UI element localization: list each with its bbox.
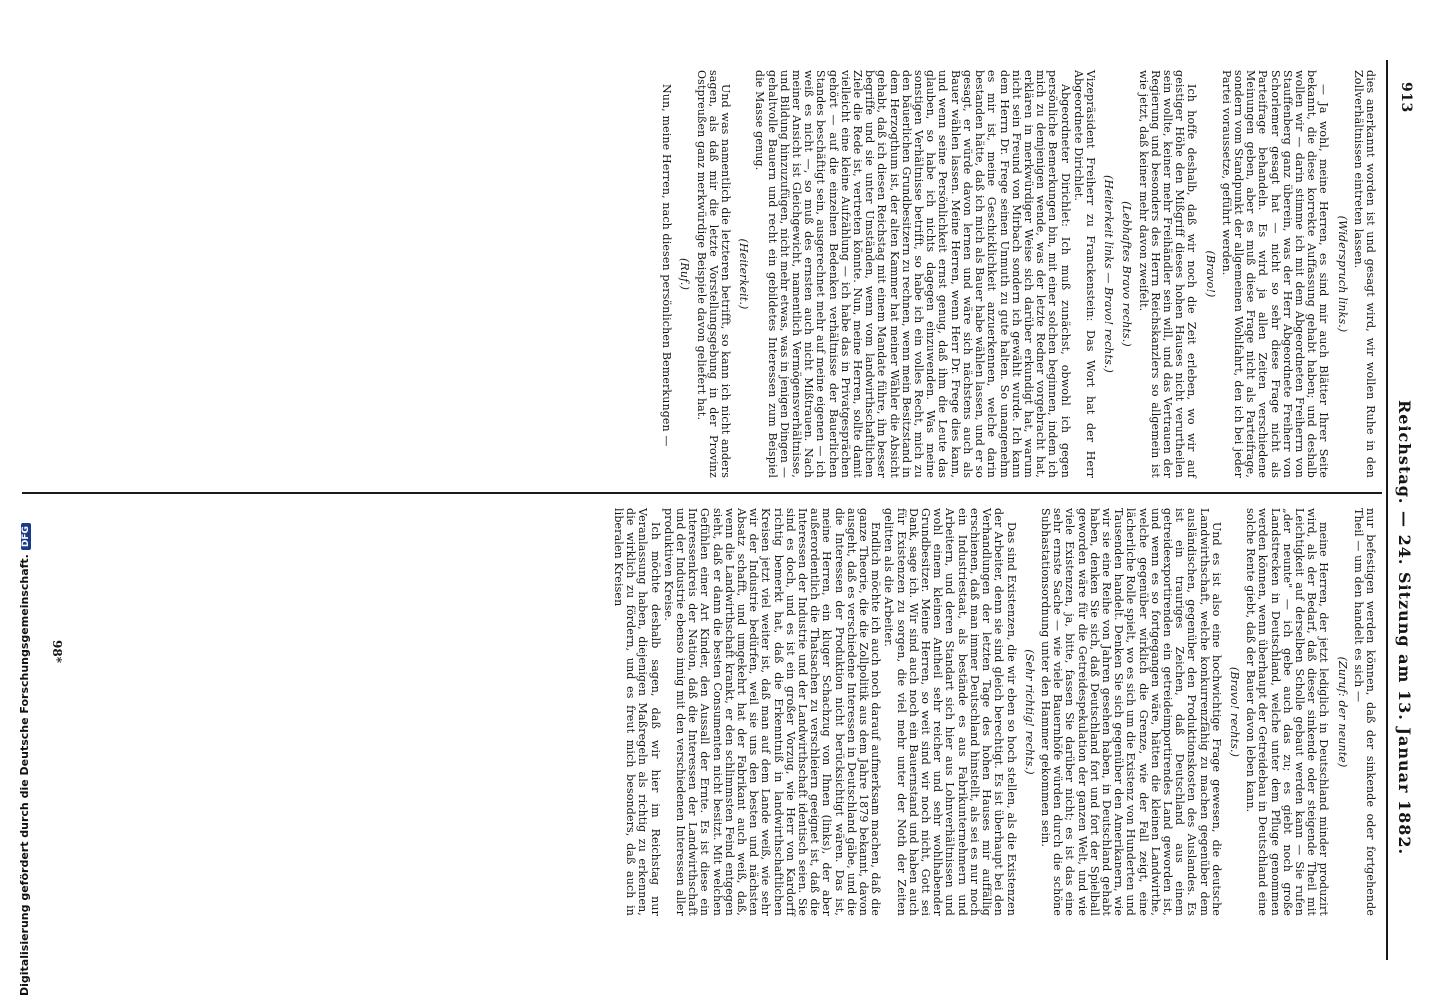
paragraph: Ich möchte deshalb sagen, daß wir hier im Reichstag nur Veranlassung haben, diejenigen Maßregeln als richtig zu erkennen, die wirklich zu fördern, und es freut mich besonders, daß auch in liberalen Kreisen	[612, 508, 662, 916]
credit-text: Digitalisierung gefördert durch die Deutsche Forschungsgemeinschaft.	[18, 554, 31, 996]
right-text-column	[36, 508, 1376, 916]
interjection: (Bravo! rechts.)	[1227, 666, 1241, 758]
left-text-column	[16, 70, 1376, 478]
column-divider	[22, 492, 1382, 494]
interjection: (Bravo!)	[1203, 250, 1217, 298]
interjection: (Widerspruch links.)	[1335, 215, 1349, 333]
interjection: (Ruf.)	[678, 257, 692, 291]
paragraph: meine Herren, der jetzt lediglich in Deutschland minder produzirt wird, als der Bedarf, daß dieser sinkende oder steigende Theil mit Leichtigkeit auf derselben Scholle gebaut werden kann — Sie rufen „der neunte" — ich gebe auch das zu; es giebt noch große Landstrecken in Deutschland, welche unter dem Pfluge genommen werden können, wenn überhaupt der Getreidebau in Deutschland eine solche Rente giebt, daß der Bauer davon leben kann.	[1244, 508, 1331, 916]
credit-line	[18, 523, 31, 996]
paragraph: Nun, meine Herren, nach diesen persönlichen Bemerkungen —	[660, 84, 674, 447]
running-title: Reichstag. — 24. Sitzung am 13. Januar 1882.	[1395, 400, 1414, 856]
paragraph: Abgeordneter Dirichlet: Ich muß zunächst, obwohl ich gegen persönliche Bemerkungen bin, mit einer solchen beginnen, indem ich mich zu demjenigen wende, was der letzte Redner vorgebracht hat, erklären in merkwürdiger Weise sich darüber erkundigt hat, warum nicht sein Freund von Mirbach sondern ich gewählt wurde. Ich kann dem Herrn Dr. Frege seinen Unmuth zu gute halten. So unangenehm es mir ist, meine Geschicklichkeit anzuerkennen, welche darin bestanden hätte, daß ich mich als Bauer habe wählen lassen, und er so gesagt, er würde davon lernen und wäre sich nächstens auch als Bauer wählen lassen. Meine Herren, wenn Herr Dr. Frege dies kann, und wenn seine Persönlichkeit ernst genug, daß ihm die Leute das glauben, so habe ich nichts dagegen einzuwenden. Was meine sonstigen Verhältnisse betrifft, so habe ich ein volles Recht, mich zu den bäuerlichen Grundbesitzern zu rechnen, wenn mein Besitzstand in dem Herzogthum ist, der alten Kammer hat meiner Wähler die Absicht gehabt, daß ich diesen Reichstag mit einem Mandate führe, ihn besser begriffe und sie unter Umständen, wenn vom landwirthschaftlichen Ziele die Rede ist, vertreten könnte. Nun, meine Herren, sollte damit vielleicht eine kleine Aufzählung — ich habe das in Privatgesprächen gehört — auf die einzelnen Bedenken verhältnisse der Bauerlichen Standes beschäftigt sein, ausgerechnet mehr auf meine eigenen — ich weiß es nicht —, so muß des ernsten auch nicht Mißtrauen. Nach meiner Ansicht ist Gleichgewicht, namentlich Vermögensverhältnisse, und Bildung hinzuzufügen, nicht mehr etwas, was in jenigen Dingen — gehaltvolle Bauern und recht ein gebildetes Interessen zum Beispiel die Masse genug.	[753, 70, 1072, 478]
paragraph: Und es ist also eine hochwichtige Frage gewesen, die deutsche Landwirthschaft, welche konkurrenzfähig zu machen gegenüber dem ausländischen, gegenüber den Produktionskosten des Auslandes. Es ist ein trauriges Zeichen, daß Deutschland aus einem getreideexportirenden ein getreideimportirendes Land geworden ist, und wenn es so fortgegangen wäre, hätten die kleinen Landwirthe, welche gegenüber wirklich die Grenze, wie der Fall zeigt, eine lächerliche Rolle spielt, wo es sich um die Existenz von Hunderten und Tausenden handelt. Denken Sie sich gegenüber den Amerikanern, wie wir sie eine Reihe von Jahren gesehen haben, in Deutschland gehabt haben, denken Sie sich, daß Deutschland fort und fort der Spielball geworden wäre für die Getreidespekulation der ganzen Welt, und wie viele Existenzen, ja, bitte, fassen Sie darüber nicht; es ist das eine sehr ernste Sache — wie viele Bauernhöfe würden durch die schöne Subhastationsordnung unter den Hammer gekommen sein.	[1038, 508, 1223, 916]
page-header	[1386, 60, 1424, 960]
paragraph: dies anerkannt worden ist und gesagt wird, wir wollen Ruhe in den Zollverhältnissen eintreten lassen.	[1351, 70, 1377, 478]
paragraph: Vizepräsident Freiherr zu Franckenstein: Das Wort hat der Herr Abgeordnete Dirichlet.	[1071, 70, 1097, 478]
paragraph: Endlich möchte ich auch noch darauf aufmerksam machen, daß die ganze Theorie, die die Zollpolitik aus dem Jahre 1879 bekannt, davon ausgeht, daß es verschiedene Interessen in Deutschland gäbe, und die die Interessen der Produktion nicht berücksichtigt wären. Das ist, meine Herren, ein kluger Schachzug von Ihnen (links), der aber außerordentlich die Thatsachen zu verschleiern geeignet ist, daß die Interessen der Industrie und der Landwirthschaft identisch seien. Sie sind es doch, und es ist ein großer Vorzug, wie Herr von Kardorff richtig bemerkt hat, daß die Erkenntniß in landwirthschaftlichen Kreisen jetzt viel weiter ist, daß man auf dem Lande weiß, wie sehr wir der Industrie bedürfen, weil sie uns den besten und nächsten Absatz schafft, und umgekehrt hat der Fabrikant auch weiß, daß, wenn die Landwirthschaft krankt, er den schlimmsten Feind entgegen sieht, daß er dann die besten Consumenten nicht besitzt. Mit welchen Gefühlen einer Art Kinder, den Aussall der Ernte. Es ist diese ein Interessenkreis der Nation, daß die Interessen der Landwirthschaft und der Industrie ebenso innig mit den verschiedenen Interessen aller produktiven Kreise.	[661, 508, 883, 916]
interjection: (Heiterkeit.)	[737, 238, 751, 310]
paragraph: Das sind Existenzen, die wir eben so hoch stellen, als die Existenzen der Arbeiter, denn sie sind gleich berechtigt. Es ist überhaupt bei den Verhandlungen der letzten Tage des hohen Hauses mir auffällig erschienen, daß man immer Deutschland hinstellt, als sei es nur noch ein Industriestaat, als bestände es aus Fabrikunternehmern und Arbeitern, und deren Standart sich hier aus Lohnverhältnissen und wohl einem kleinen Antheil sehr reicher und sehr wohlhabender Grundbesitzer. Meine Herren, so weit sind wir noch nicht, Gott sei Dank, sage ich. Wir sind auch noch ein Bauernstand und haben auch für Existenzen zu sorgen, die viel mehr unter der Noth der Zeiten gelitten als die Arbeiter.	[882, 508, 1018, 916]
paragraph: Und was namentlich die letzteren betrifft, so kann ich nicht anders sagen, als daß mir die letzte Vorstellungsgebung in der Provinz Ostpreußen ganz merkwürdige Beispiele davon geliefert hat.	[694, 70, 733, 478]
interjection: (Sehr richtig! rechts.)	[1022, 649, 1036, 775]
signature-mark: 98*	[50, 640, 64, 663]
paragraph: — Ja wohl, meine Herren, es sind mir auch Blätter Ihrer Seite bekannt, die diese korrekte Auffassung gehabt haben; und deshalb wollen wir — darin stimme ich mit dem Abgeordneten Freiherrn von Stauffenberg ganz überein, was der Herr Abgeordnete Freiherr von Schorlemer gesagt hat — nicht so sehr diese Frage nicht als Parteifrage behandeln. Es wird ja allen Zeiten verschiedene Meinungen geben, aber es muß diese Frage nicht als Parteifrage, sondern vom Standpunkt der allgemeinen Wohlfahrt, den ich bei jeder Partei voraussetze, geführt werden.	[1219, 70, 1331, 478]
interjection: (Zuruf: der neunte)	[1335, 656, 1349, 768]
digitization-credit	[0, 0, 31, 1000]
paragraph: Ich hoffe deshalb, daß wir noch die Zeit erleben, wo wir auf geistiger Höhe den Mißgriff dieses hohen Hauses nicht verurtheilen sein wollte, keiner mehr Freihändler sein will, und das Vertrauen der Regierung und besonders des Herrn Reichskanzlers so allgemein ist wie jetzt, daß keiner mehr davon zweifelt.	[1136, 70, 1199, 478]
page-number-left: 913	[1398, 82, 1414, 113]
interjection: (Heiterkeit links — Bravo! rechts.)	[1102, 175, 1116, 373]
paragraph: nur befestigen werden können, daß der sinkende oder fortgehende Theil — um den handelt es sich —	[1351, 508, 1377, 916]
interjection: (Lebhaftes Bravo rechts.)	[1120, 201, 1134, 347]
dfg-logo: DFG	[21, 523, 31, 550]
header-rule	[1386, 60, 1388, 960]
